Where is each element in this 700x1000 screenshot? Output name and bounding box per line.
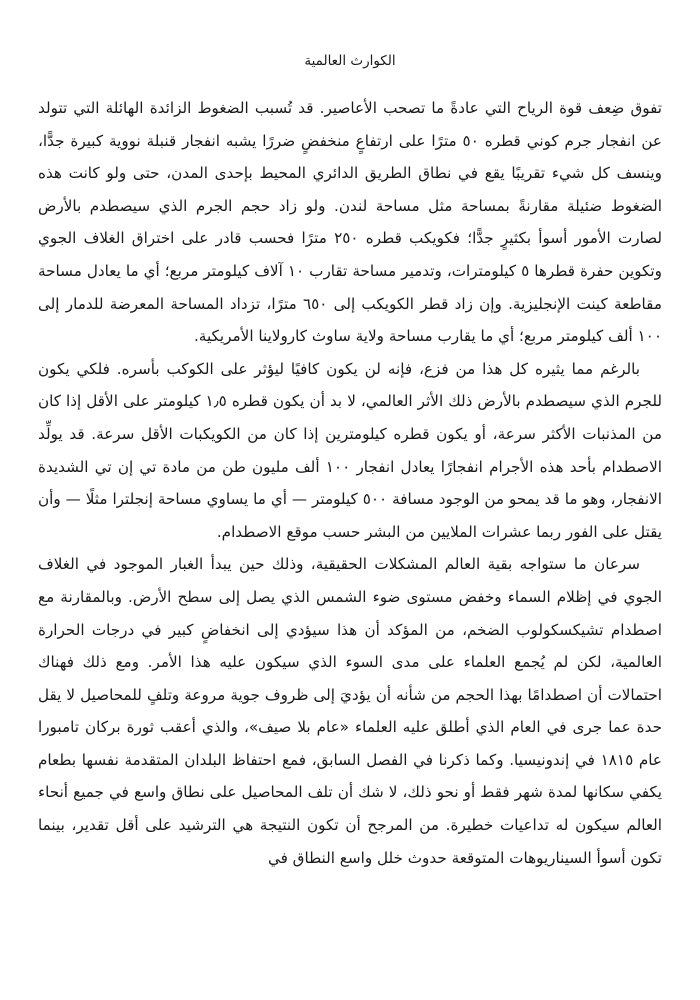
paragraph-3: سرعان ما ستواجه بقية العالم المشكلات الحقيقية، وذلك حين يبدأ الغبار الموجود في الغلاف الجوي في إظلام السماء وخفض مستوى ضوء الشمس الذي يصل إلى سطح الأرض. وبالمقارنة مع اصطدام تشيكسكولوب الضخم، من المؤكد أن هذا سيؤدي إلى انخفاضٍ كبير في درجات الحرارة العالمية، لكن لم يُجمع العلماء على مدى السوء الذي سيكون عليه هذا الأمر. ومع ذلك فهناك احتمالات أن اصطدامًا بهذا الحجم من شأنه أن يؤديَ إلى ظروف جوية مروعة وتلفٍ للمحاصيل لا يقل حدة عما جرى في العام الذي أطلق عليه العلماء «عام بلا صيف»، والذي أعقب ثورة بركان تامبورا عام ١٨١٥ في إندونيسيا. وكما ذكرنا في الفصل السابق، فمع احتفاظ البلدان المتقدمة نفسها بطعام يكفي سكانها لمدة شهر فقط أو نحو ذلك، لا شك أن تلف المحاصيل على نطاق واسع في جميع أنحاء العالم سيكون له تداعيات خطيرة. من المرجح أن تكون النتيجة هي الترشيد على أقل تقدير، بينما تكون أسوأ السيناريوهات المتوقعة حدوث خلل واسع النطاق في bbox=[38, 555, 662, 867]
paragraph-2: بالرغم مما يثيره كل هذا من فزع، فإنه لن يكون كافيًا ليؤثر على الكوكب بأسره. فلكي يكون للجرم الذي سيصطدم بالأرض ذلك الأثر العالمي، لا بد أن يكون قطره ١٫٥ كيلومتر على الأقل إذا كان من المذنبات الأكثر سرعة، أو يكون قطره كيلومترين إذا كان من الكويكبات الأقل سرعة. قد يولِّد الاصطدام بأحد هذه الأجرام انفجارًا يعادل انفجار ١٠٠ ألف مليون طن من مادة تي إن تي الشديدة الانفجار، وهو ما قد يمحو من الوجود مسافة ٥٠٠ كيلومتر — أي ما يساوي مساحة إنجلترا مثلًا — وأن يقتل على الفور ربما عشرات الملايين من البشر حسب موقع الاصطدام. bbox=[38, 359, 662, 541]
paragraph-1: تفوق ضِعف قوة الرياح التي عادةً ما تصحب الأعاصير. قد تُسبب الضغوط الزائدة الهائلة التي تتولد عن انفجار جرم كوني قطره ٥٠ مترًا على ارتفاعٍ منخفضٍ ضررًا يشبه انفجار قنبلة نووية كبيرة جدًّا، وينسف كل شيء تقريبًا يقع في نطاق الطريق الدائري المحيط بإحدى المدن، حتى ولو كانت هذه الضغوط ضئيلة مقارنةً بمساحة مثل مساحة لندن. ولو زاد حجم الجرم الذي سيصطدم بالأرض لصارت الأمور أسوأ بكثيرٍ جدًّا؛ فكويكب قطره ٢٥٠ مترًا فحسب قادر على اختراق الغلاف الجوي وتكوين حفرة قطرها ٥ كيلومترات، وتدمير مساحة تقارب ١٠ آلاف كيلومتر مربع؛ أي ما يعادل مساحة مقاطعة كينت الإنجليزية. وإن زاد قطر الكويكب إلى ٦٥٠ مترًا، تزداد المساحة المعرضة للدمار إلى ١٠٠ ألف كيلومتر مربع؛ أي ما يقارب مساحة ولاية ساوث كارولاينا الأمريكية. bbox=[38, 99, 662, 346]
running-header: الكوارث العالمية bbox=[304, 53, 396, 69]
body-text bbox=[38, 92, 662, 874]
